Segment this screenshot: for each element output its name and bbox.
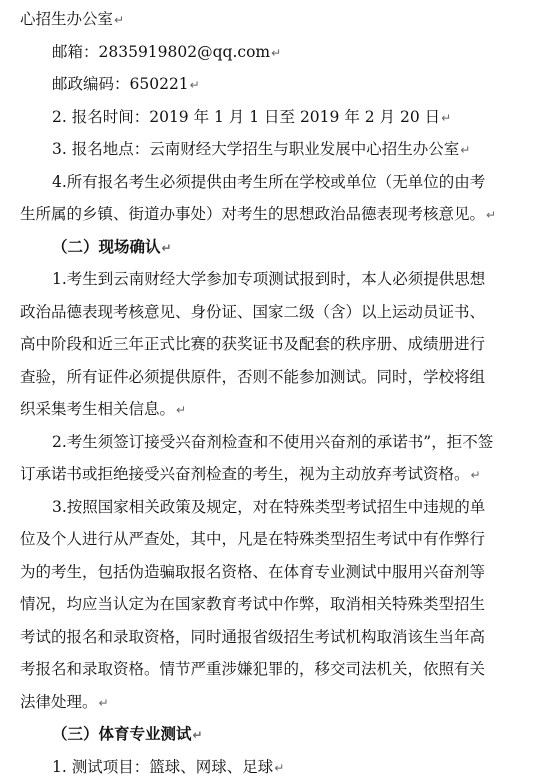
- line-text: 2.考生须签订接受兴奋剂检查和不使用兴奋剂的承诺书”，拒不签: [52, 432, 494, 451]
- section-heading: [0, 231, 553, 263]
- text-line: [0, 426, 553, 458]
- text-line: [0, 621, 553, 653]
- text-line: [0, 36, 553, 68]
- text-line: [0, 198, 553, 230]
- text-line: [0, 166, 553, 198]
- line-text: 法律处理。: [20, 692, 98, 711]
- line-text: 织采集考生相关信息。: [20, 400, 176, 418]
- line-text: 2. 报名时间：2019 年 1 月 1 日至 2019 年 2 月 20 日: [52, 107, 441, 126]
- text-line: [0, 686, 553, 718]
- text-line: [0, 491, 553, 523]
- paragraph-mark-icon: ↵: [176, 403, 187, 417]
- line-text: 高中阶段和近三年正式比赛的获奖证书及配套的秩序册、成绩册进行: [20, 335, 486, 353]
- text-line: [0, 68, 553, 100]
- section-heading: [0, 718, 553, 750]
- paragraph-mark-icon: ↵: [114, 13, 125, 27]
- text-line: [0, 556, 553, 588]
- line-text: 位及个人进行从严查处，其中，凡是在特殊类型招生考试中有作弊行: [20, 530, 486, 548]
- paragraph-mark-icon: ↵: [98, 695, 109, 710]
- line-text: 1. 测试项目：篮球、网球、足球: [52, 757, 274, 776]
- line-text: 订承诺书或拒绝接受兴奋剂检查的考生，视为主动放弃考试资格。: [20, 465, 470, 483]
- line-text: 考试的报名和录取资格，同时通报省级招生考试机构取消该生当年高: [20, 627, 486, 646]
- paragraph-mark-icon: ↵: [460, 143, 471, 157]
- paragraph-mark-icon: ↵: [441, 110, 452, 125]
- line-text: 3.按照国家相关政策及规定，对在特殊类型考试招生中违规的单: [52, 497, 486, 516]
- line-text: 为的考生，包括伪造骗取报名资格、在体育专业测试中服用兴奋剂等: [20, 562, 486, 581]
- line-text: 政治品德表现考核意见、身份证、国家二级（含）以上运动员证书、: [20, 302, 486, 321]
- paragraph-mark-icon: ↵: [486, 208, 497, 222]
- line-text: 3. 报名地点：云南财经大学招生与职业发展中心招生办公室: [52, 140, 460, 158]
- line-text: 生所属的乡镇、街道办事处）对考生的思想政治品德表现考核意见。: [20, 205, 486, 223]
- line-text: 1.考生到云南财经大学参加专项测试报到时，本人必须提供思想: [52, 270, 486, 288]
- line-text: 心招生办公室: [20, 10, 114, 28]
- paragraph-mark-icon: ↵: [189, 78, 200, 92]
- paragraph-mark-icon: ↵: [470, 468, 481, 482]
- text-line: [0, 588, 553, 620]
- line-text: 考报名和录取资格。情节严重涉嫌犯罪的，移交司法机关，依照有关: [20, 660, 486, 678]
- paragraph-mark-icon: ↵: [274, 760, 285, 775]
- paragraph-mark-icon: ↵: [271, 45, 282, 60]
- text-line: [0, 361, 553, 393]
- text-line: [0, 263, 553, 295]
- line-text: （二）现场确认: [52, 236, 161, 256]
- line-text: 邮箱：2835919802@qq.com: [52, 42, 271, 61]
- line-text: （三）体育专业测试: [52, 724, 192, 743]
- line-text: 邮政编码：650221: [52, 75, 189, 93]
- text-line: [0, 458, 553, 490]
- text-line: [0, 3, 553, 35]
- text-line: [0, 751, 553, 783]
- line-text: 4.所有报名考生必须提供由考生所在学校或单位（无单位的由考: [52, 172, 486, 191]
- line-text: 情况，均应当认定为在国家教育考试中作弊，取消相关特殊类型招生: [20, 595, 486, 613]
- text-line: [0, 393, 553, 425]
- text-line: [0, 133, 553, 165]
- text-line: [0, 101, 553, 133]
- line-text: 查验，所有证件必须提供原件，否则不能参加测试。同时，学校将组: [20, 367, 486, 386]
- text-line: [0, 523, 553, 555]
- text-line: [0, 296, 553, 328]
- text-line: [0, 328, 553, 360]
- paragraph-mark-icon: ↵: [161, 240, 172, 255]
- text-line: [0, 653, 553, 685]
- paragraph-mark-icon: ↵: [192, 728, 203, 742]
